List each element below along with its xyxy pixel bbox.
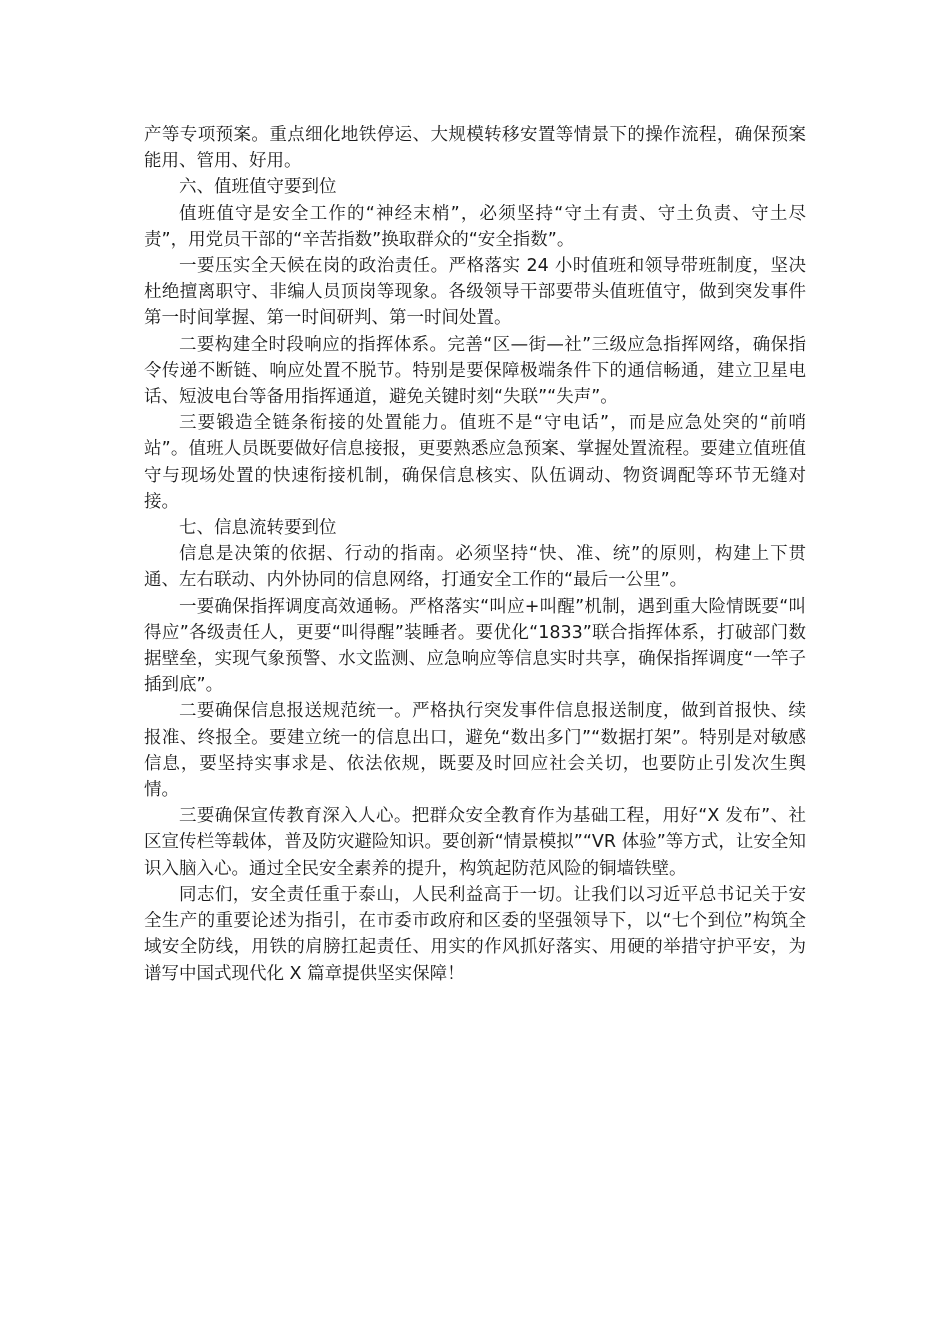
section-heading: 七、信息流转要到位 bbox=[179, 518, 337, 539]
paragraph: 值班值守是安全工作的“神经末梢”，必须坚持“守土有责、守土负责、守土尽责”，用党员干部的“辛苦指数”换取群众的“安全指数”。 bbox=[144, 203, 806, 250]
paragraph: 一要确保指挥调度高效通畅。严格落实“叫应+叫醒”机制，遇到重大险情既要“叫得应”各级责任人，更要“叫得醒”装睡者。要优化“1833”联合指挥体系，打破部门数据壁垒，实现气象预警、水文监测、应急响应等信息实时共享，确保指挥调度“一竿子插到底”。 bbox=[144, 596, 806, 696]
paragraph: 一要压实全天候在岗的政治责任。严格落实 24 小时值班和领导带班制度，坚决杜绝擅离职守、非编人员顶岗等现象。各级领导干部要带头值班值守，做到突发事件第一时间掌握、第一时间研判、第一时间处置。 bbox=[144, 256, 806, 329]
closing-paragraph: 同志们，安全责任重于泰山，人民利益高于一切。让我们以习近平总书记关于安全生产的重要论述为指引，在市委市政府和区委的坚强领导下，以“七个到位”构筑全域安全防线，用铁的肩膀扛起责任、用实的作风抓好落实、用硬的举措守护平安，为谱写中国式现代化 X 篇章提供坚实保障！ bbox=[144, 884, 806, 984]
paragraph: 信息是决策的依据、行动的指南。必须坚持“快、准、统”的原则，构建上下贯通、左右联动、内外协同的信息网络，打通安全工作的“最后一公里”。 bbox=[144, 544, 806, 591]
document-body bbox=[144, 122, 806, 987]
paragraph: 三要确保宣传教育深入人心。把群众安全教育作为基础工程，用好“X 发布”、社区宣传栏等载体，普及防灾避险知识。要创新“情景模拟”“VR 体验”等方式，让安全知识入脑入心。通过全民安全素养的提升，构筑起防范风险的铜墙铁壁。 bbox=[144, 806, 806, 879]
paragraph: 产等专项预案。重点细化地铁停运、大规模转移安置等情景下的操作流程，确保预案能用、管用、好用。 bbox=[144, 125, 806, 172]
paragraph: 二要构建全时段响应的指挥体系。完善“区—街—社”三级应急指挥网络，确保指令传递不断链、响应处置不脱节。特别是要保障极端条件下的通信畅通，建立卫星电话、短波电台等备用指挥通道，避免关键时刻“失联”“失声”。 bbox=[144, 334, 806, 408]
paragraph: 三要锻造全链条衔接的处置能力。值班不是“守电话”，而是应急处突的“前哨站”。值班人员既要做好信息接报，更要熟悉应急预案、掌握处置流程。要建立值班值守与现场处置的快速衔接机制，确保信息核实、队伍调动、物资调配等环节无缝对接。 bbox=[144, 413, 806, 512]
paragraph: 二要确保信息报送规范统一。严格执行突发事件信息报送制度，做到首报快、续报准、终报全。要建立统一的信息出口，避免“数出多门”“数据打架”。特别是对敏感信息，要坚持实事求是、依法依规，既要及时回应社会关切，也要防止引发次生舆情。 bbox=[144, 701, 806, 801]
section-heading: 六、值班值守要到位 bbox=[179, 177, 337, 198]
